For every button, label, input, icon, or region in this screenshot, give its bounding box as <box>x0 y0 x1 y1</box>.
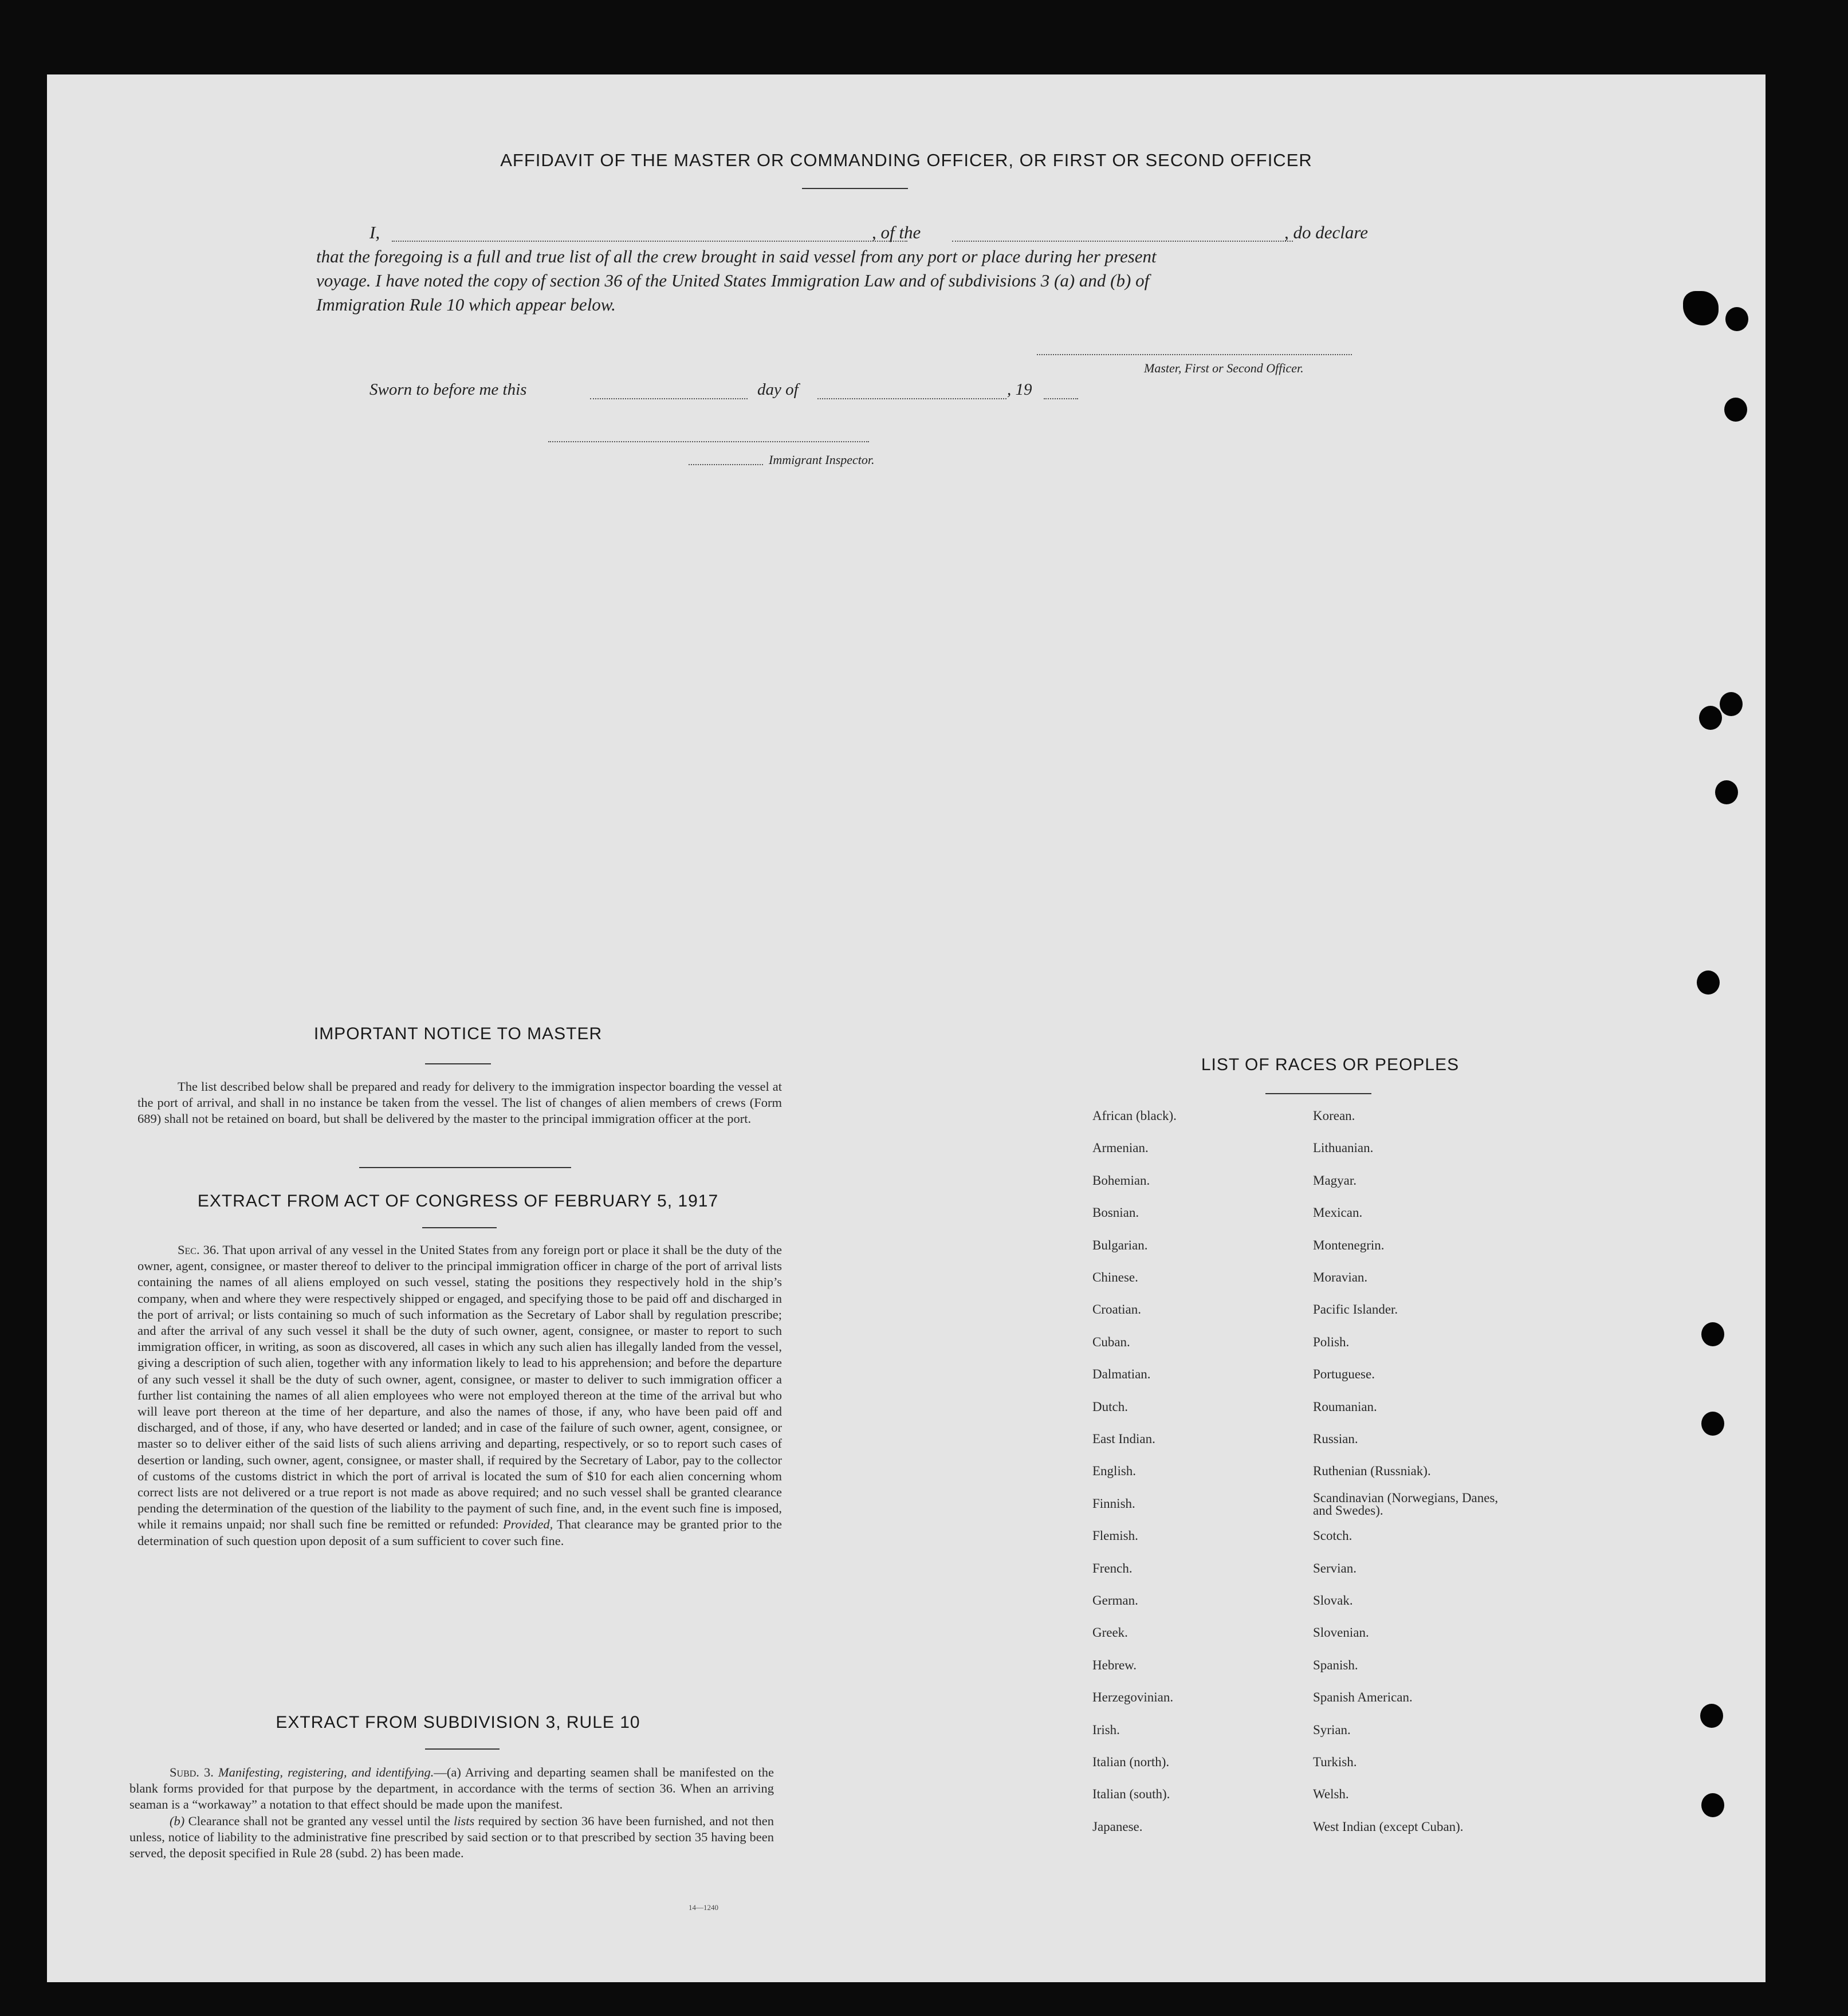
binder-hole <box>1700 1704 1723 1728</box>
b-text-1: Clearance shall not be granted any vessel until the <box>188 1813 450 1828</box>
race-item: Flemish. <box>1092 1528 1138 1543</box>
affidavit-line4: Immigration Rule 10 which appear below. <box>316 294 616 315</box>
race-item: Cuban. <box>1092 1334 1130 1349</box>
race-item: Chinese. <box>1092 1270 1138 1284</box>
race-item: Croatian. <box>1092 1302 1141 1317</box>
race-item: Armenian. <box>1092 1141 1149 1156</box>
sworn-day-blank[interactable] <box>590 398 748 399</box>
master-signature-line[interactable] <box>1037 354 1352 355</box>
binder-hole <box>1725 307 1748 331</box>
race-item: Spanish American. <box>1313 1690 1413 1705</box>
race-item: Welsh. <box>1313 1787 1349 1802</box>
race-item: Italian (south). <box>1092 1787 1170 1802</box>
binder-hole <box>1715 780 1738 804</box>
affidavit-line1-i: I, <box>369 222 380 242</box>
affidavit-line2: that the foregoing is a full and true list of all the crew brought in said vessel from any port or place during her present <box>316 246 1157 266</box>
document-page <box>47 74 1766 1982</box>
sworn-day-of: day of <box>757 380 799 399</box>
race-item: Scotch. <box>1313 1528 1352 1543</box>
race-item: Polish. <box>1313 1334 1350 1349</box>
race-item: Japanese. <box>1092 1819 1143 1834</box>
race-item: Montenegrin. <box>1313 1237 1385 1252</box>
race-item: African (black). <box>1092 1109 1177 1123</box>
notice-text: The list described below shall be prepared and ready for delivery to the immigration inspector boarding the vessel at the port of arrival, and shall in no instance be taken from the vessel. The list of changes of alien members of crews (Form 689) shall not be retained on board, but shall be delivered by the master to the principal immigration officer at the port. <box>137 1079 782 1126</box>
race-item: Irish. <box>1092 1722 1120 1737</box>
race-item: Roumanian. <box>1313 1399 1377 1414</box>
binder-hole <box>1699 706 1722 730</box>
race-item: Dalmatian. <box>1092 1367 1151 1382</box>
race-item: Mexican. <box>1313 1205 1363 1220</box>
race-item: Bohemian. <box>1092 1173 1150 1188</box>
notice-title: IMPORTANT NOTICE TO MASTER <box>313 1024 603 1043</box>
race-item: Dutch. <box>1092 1399 1128 1414</box>
provided-label: Provided, <box>502 1517 553 1532</box>
b-lists: lists <box>453 1813 475 1828</box>
extract-act-text-a: That upon arrival of any vessel in the United States from any foreign port or place it shall be the duty of the owner, agent, consignee, or master thereof to deliver to the principal immigration officer in charge of the port of arrival lists containing the names of all aliens employed on such vessel, stating the positions they respectively hold in the ship’s company, when and where they were respectively shipped or engaged, and specifying those to be paid off and discharged in the port of arrival; or lists containing so much of such information as the Secretary of Labor shall by regulation prescribe; and after the arrival of any such vessel it shall be the duty of such owner, agent, consignee, or master to report to such immigration officer, in writing, as soon as discovered, all cases in which any such alien has illegally landed from the vessel, giving a description of such alien, together with any information likely to lead to his apprehension; and before the departure of any such vessel it shall be the duty of such owner, agent, consignee, or master to deliver to such immigration officer a further list containing the names of all alien employees who were not employed thereon at the time of the arrival but who will leave port thereon at the time of her departure, and also the names of those, if any, who have been paid off and discharged, and of those, if any, who have deserted or landed; and in case of the failure of such owner, agent, consignee, or master so to deliver either of the said lists of such aliens arriving and departing, respectively, or so to report such cases of desertion or landing, such owner, agent, consignee, or master shall, if required by the Secretary of Labor, pay to the collector of customs of the customs district in which the port of arrival is located the sum of $10 for each alien concerning whom correct lists are not delivered or a true report is not made as above required; and no such vessel shall be granted clearance pending the determination of the question of the liability to the payment of such fine, and, in the event such fine is imposed, while it remains unpaid; nor shall such fine be remitted or refunded: <box>137 1243 782 1532</box>
race-item: Turkish. <box>1313 1755 1357 1769</box>
race-item: Slovenian. <box>1313 1625 1369 1640</box>
race-item: Pacific Islander. <box>1313 1302 1398 1317</box>
race-item: Scandinavian (Norwegians, Danes, and Swedes). <box>1313 1490 1499 1518</box>
extract-act-title-rule <box>422 1227 497 1228</box>
notice-paragraph <box>137 1079 782 1127</box>
affidavit-line1-do-declare: , do declare <box>1284 222 1369 242</box>
declarant-name-blank[interactable] <box>392 241 907 242</box>
subd-label: Subd. 3. <box>170 1765 214 1779</box>
extract-rule-paragraph <box>129 1765 774 1861</box>
b-label: (b) <box>170 1813 185 1828</box>
notice-title-rule <box>425 1063 491 1064</box>
race-item: Bulgarian. <box>1092 1237 1148 1252</box>
race-item: Hebrew. <box>1092 1657 1137 1672</box>
race-item: Ruthenian (Russniak). <box>1313 1464 1431 1479</box>
affidavit-title: AFFIDAVIT OF THE MASTER OR COMMANDING OFFICER, OR FIRST OR SECOND OFFICER <box>500 150 1312 170</box>
races-title-rule <box>1265 1093 1371 1094</box>
sec-label: Sec. 36. <box>178 1243 219 1257</box>
race-item: Spanish. <box>1313 1657 1358 1672</box>
binder-hole <box>1701 1322 1724 1346</box>
binder-hole <box>1720 692 1743 716</box>
race-item: Servian. <box>1313 1561 1357 1575</box>
race-item: Lithuanian. <box>1313 1141 1374 1156</box>
race-item: Portuguese. <box>1313 1367 1375 1382</box>
race-item: East Indian. <box>1092 1432 1155 1446</box>
race-item: Moravian. <box>1313 1270 1368 1284</box>
race-item: Greek. <box>1092 1625 1128 1640</box>
binder-hole <box>1701 1412 1724 1436</box>
race-item: Bosnian. <box>1092 1205 1139 1220</box>
race-item: German. <box>1092 1593 1138 1608</box>
binder-hole <box>1724 398 1747 422</box>
sworn-prefix: Sworn to before me this <box>369 380 527 399</box>
race-item: Italian (north). <box>1092 1755 1170 1769</box>
extract-rule-title-rule <box>425 1748 500 1750</box>
race-item: Syrian. <box>1313 1722 1351 1737</box>
race-item: Finnish. <box>1092 1496 1135 1511</box>
inspector-signature-line-short <box>689 464 763 465</box>
race-item: Herzegovinian. <box>1092 1690 1174 1705</box>
inspector-label: Immigrant Inspector. <box>769 453 875 467</box>
master-signature-label: Master, First or Second Officer. <box>1144 361 1304 375</box>
subd-italic: Manifesting, registering, and identifying. <box>218 1765 434 1779</box>
vessel-name-blank[interactable] <box>952 241 1293 242</box>
affidavit-line3: voyage. I have noted the copy of section 36 of the United States Immigration Law and of subdivisions 3 (a) and (b) of <box>316 270 1150 290</box>
race-item: West Indian (except Cuban). <box>1313 1819 1464 1834</box>
affidavit-line1-of-the: , of the <box>872 222 921 242</box>
extract-act-title: EXTRACT FROM ACT OF CONGRESS OF FEBRUARY 5, 1917 <box>197 1192 719 1211</box>
sworn-year: , 19 <box>1007 380 1032 399</box>
inspector-signature-line[interactable] <box>548 441 869 442</box>
extract-rule-title: EXTRACT FROM SUBDIVISION 3, RULE 10 <box>276 1713 640 1732</box>
race-item: Russian. <box>1313 1432 1358 1446</box>
race-item: Magyar. <box>1313 1173 1357 1188</box>
form-number: 14—1240 <box>689 1903 718 1912</box>
extract-act-paragraph <box>137 1242 782 1549</box>
sworn-month-blank[interactable] <box>817 398 1006 399</box>
race-item: Korean. <box>1313 1109 1355 1123</box>
race-item: Slovak. <box>1313 1593 1353 1608</box>
binder-hole <box>1697 970 1720 995</box>
sworn-year-blank[interactable] <box>1044 398 1078 399</box>
race-item: English. <box>1092 1464 1137 1479</box>
subd-text: —(a) Arriving and departing seamen shall be manifested on the blank forms provided for that purpose by the department, in accordance with the terms of section 36. When an arriving seaman is a “workaway” a notation to that effect should be made upon the manifest. <box>129 1765 774 1812</box>
affidavit-title-rule <box>802 188 908 189</box>
race-item: French. <box>1092 1561 1133 1575</box>
notice-separator-rule <box>359 1167 571 1168</box>
races-title: LIST OF RACES OR PEOPLES <box>1201 1055 1460 1074</box>
b-text-2: required by section 36 have been furnished, and not then unless, notice of liability to the administrative fine prescribed by said section or to that prescribed by section 35 having been served, the deposit specified in Rule 28 (subd. 2) has been made. <box>129 1813 774 1861</box>
binder-hole <box>1701 1793 1724 1817</box>
extract-act-text-b: That clearance may be granted prior to the determination of such question upon deposit of a sum sufficient to cover such fine. <box>137 1517 783 1548</box>
